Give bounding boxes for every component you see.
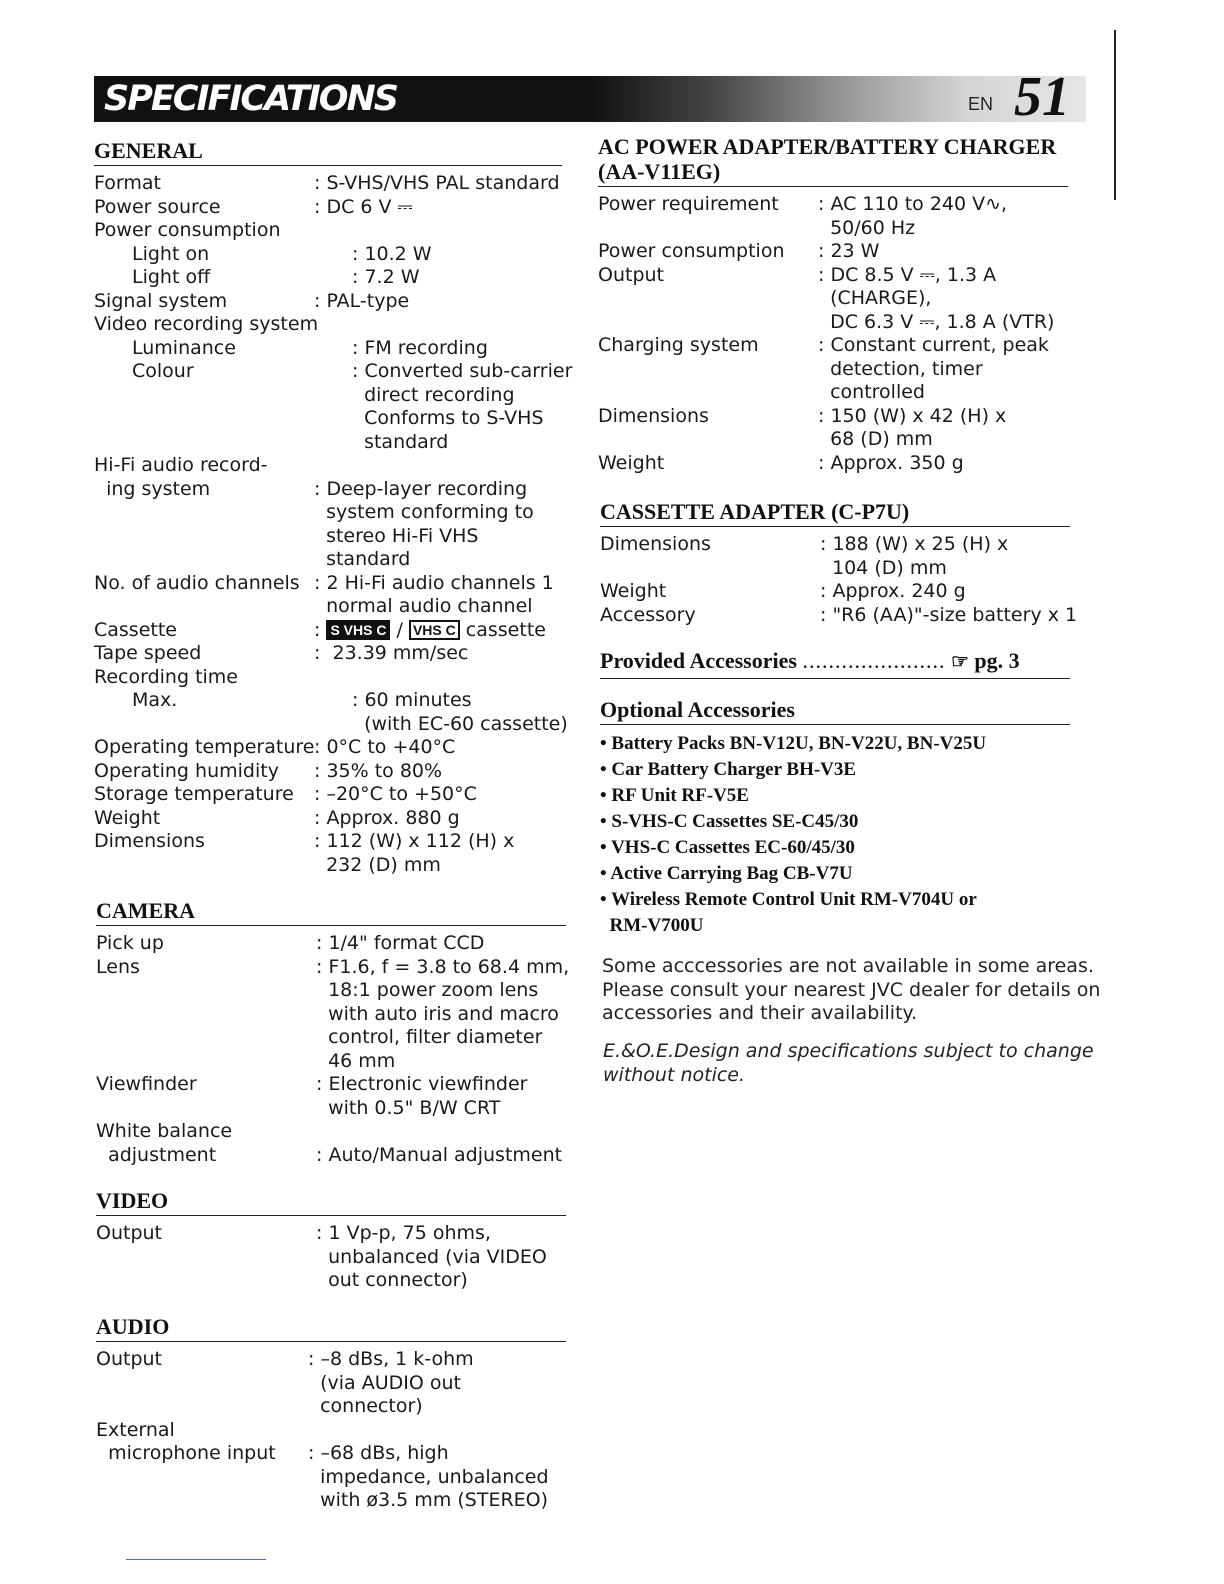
svhs-c-logo-icon: S VHS C [326,620,390,640]
spec-row [94,642,562,666]
spec-value: : –68 dBs, high impedance, unbalanced with ø3.5 mm (STEREO) [308,1442,549,1511]
spec-label: Power consumption [598,240,785,262]
accessory-text: Battery Packs BN-V12U, BN-V22U, BN-V25U [611,733,987,754]
spec-label: External microphone input [96,1418,276,1464]
section-title-cassette-adapter: CASSETTE ADAPTER (C-P7U) [600,499,1070,527]
accessory-text: VHS-C Cassettes EC-60/45/30 [611,837,855,858]
general-section [94,138,573,877]
spec-row [598,193,1068,240]
section-title-ac-adapter [598,134,1068,187]
spec-row [94,172,562,196]
spec-row [94,736,562,760]
leader-dots: ...................... [802,648,946,673]
accessory-item [600,783,1070,809]
accessory-text: Active Carrying Bag CB-V7U [610,863,853,884]
spec-label: Light on [132,242,210,265]
spec-value: : Converted sub-carrier direct recording Conforms to S-VHS standard [352,360,573,453]
pointing-hand-icon: ☞ [950,651,969,673]
accessory-text: Car Battery Charger BH-V3E [611,759,857,780]
spec-value: : 112 (W) x 112 (H) x 232 (D) mm [314,830,515,876]
spec-value: : 150 (W) x 42 (H) x 68 (D) mm [818,404,1007,450]
spec-label: White balance adjustment [96,1120,233,1166]
spec-label: Pick up [96,932,164,954]
bullet-icon: • [600,759,612,780]
spec-value: : 1 Vp-p, 75 ohms, unbalanced (via VIDEO out connector) [316,1222,547,1291]
spec-value: : –20°C to +50°C [314,783,477,805]
section-title-camera: CAMERA [96,898,566,926]
bullet-icon: • [600,811,612,832]
spec-label: Hi-Fi audio record- ing system [94,454,268,500]
accessory-item [600,861,1070,887]
ac-adapter-title-line1: AC POWER ADAPTER/BATTERY CHARGER [598,134,1057,159]
spec-label: Viewfinder [96,1073,197,1095]
spec-label: Power consumption [94,219,281,241]
spec-label: Operating humidity [94,759,279,782]
spec-row [96,955,570,1074]
spec-value: : 188 (W) x 25 (H) x 104 (D) mm [820,533,1009,579]
bullet-icon: • [600,733,612,754]
spec-row [600,533,1070,580]
spec-label: Signal system [94,289,228,312]
spec-label: Tape speed [94,642,202,664]
spec-row [598,264,1068,335]
spec-row [600,580,1070,604]
spec-label: Format [94,172,161,194]
provided-accessories-line [600,648,1070,679]
section-title-audio: AUDIO [96,1314,566,1342]
page-title: SPECIFICATIONS [104,79,397,119]
section-title-video: VIDEO [96,1188,566,1216]
accessory-item [600,887,1070,939]
section-title-optional: Optional Accessories [600,697,1070,725]
provided-accessories [600,648,1070,679]
ac-adapter-title-line2: (AA-V11EG) [598,159,721,184]
spec-value: : 0°C to +40°C [314,736,456,758]
accessory-text: Wireless Remote Control Unit RM-V704U or RM-V700U [609,889,977,936]
spec-row [94,266,562,290]
spec-value: : S-VHS/VHS PAL standard [314,172,560,194]
spec-value: : Electronic viewfinder with 0.5" B/W CRT [316,1073,528,1119]
spec-row [96,1222,566,1293]
vhs-c-logo-icon: VHS C [409,620,460,640]
spec-row [94,360,573,454]
spec-row [600,603,1078,628]
spec-row [94,243,562,267]
spec-label: Weight [598,451,665,474]
spec-value: : Deep-layer recording system conforming to stereo Hi-Fi VHS standard [314,477,534,570]
spec-row [94,760,562,784]
spec-label: Weight [600,580,667,602]
spec-row [598,405,1068,452]
spec-label: Video recording system [94,313,319,335]
spec-row [94,830,562,877]
spec-row [94,783,562,807]
spec-label: Dimensions [598,404,709,427]
spec-label: Light off [132,266,211,288]
accessory-text: S-VHS-C Cassettes SE-C45/30 [611,811,859,832]
section-title-general: GENERAL [94,138,562,166]
spec-row [94,689,568,736]
spec-row [94,572,562,619]
spec-label: Output [598,263,664,286]
spec-value: : AC 110 to 240 V∿, 50/60 Hz [818,193,1008,239]
ac-adapter-section [598,134,1068,475]
disclaimer-note: E.&O.E.Design and specifications subject to change without notice. [603,1040,1094,1086]
bullet-icon: • [600,837,612,858]
provided-accessories-label: Provided Accessories [600,648,797,673]
spec-value: : FM recording [352,336,488,359]
spec-value: : Approx. 880 g [314,806,460,829]
audio-spec-list [96,1348,566,1513]
spec-value: : Approx. 240 g [820,580,966,602]
spec-value: : 2 Hi-Fi audio channels 1 normal audio channel [314,571,554,617]
spec-row [94,454,562,572]
language-code: EN [968,94,994,114]
spec-value: : 10.2 W [352,242,432,265]
spec-label: Power source [94,195,221,218]
spec-label: Recording time [94,665,238,688]
ac-adapter-spec-list [598,193,1068,475]
accessory-item [600,731,1070,757]
spec-label: Output [96,1348,162,1370]
spec-value: : "R6 (AA)"-size battery x 1 [820,603,1078,626]
spec-row [96,1073,566,1120]
cassette-adapter-section [600,499,1078,627]
margin-rule [1114,30,1116,200]
spec-row [94,807,562,831]
spec-value: : Approx. 350 g [818,451,964,474]
spec-label: Luminance [132,336,236,359]
spec-value: : 23.39 mm/sec [314,642,469,664]
spec-row [94,313,562,337]
camera-spec-list [96,932,570,1167]
cassette-word: cassette [459,618,546,641]
spec-row [94,219,562,243]
spec-row [96,932,566,956]
spec-row [96,1419,566,1513]
availability-note: Some acccessories are not available in some areas. Please consult your nearest JVC dealer for details on accessories and their availability. [602,955,1101,1024]
spec-value: : 35% to 80% [314,759,443,782]
spec-label: Accessory [600,603,696,626]
spec-row [598,452,1068,476]
spec-row [94,619,562,643]
spec-row [94,196,562,220]
spec-label: Power requirement [598,193,779,215]
spec-value: : DC 8.5 V ⎓, 1.3 A (CHARGE), DC 6.3 V ⎓, 1.8 A (VTR) [818,263,1055,333]
spec-label: Max. [132,689,178,711]
video-spec-list [96,1222,566,1293]
spec-label: Weight [94,806,161,829]
spec-value: : PAL-type [314,289,410,312]
bullet-icon: • [600,889,612,910]
audio-section [96,1314,566,1513]
spec-label: Charging system [598,334,759,356]
provided-accessories-ref: pg. 3 [974,648,1020,673]
accessory-item [600,809,1070,835]
spec-row [598,334,1068,405]
spec-label: Lens [96,955,140,978]
spec-value: : 7.2 W [352,266,420,288]
optional-accessories-list [600,731,1070,939]
page-number: 51 [1014,66,1070,128]
spec-label: Output [96,1222,162,1244]
spec-value: : Auto/Manual adjustment [316,1143,563,1166]
spec-value: : 23 W [818,240,880,262]
video-section [96,1188,566,1293]
spec-row [94,337,562,361]
accessory-item [600,835,1070,861]
bullet-icon: • [600,785,612,806]
camera-section [96,898,570,1167]
spec-row [94,666,562,690]
spec-label: Dimensions [94,830,205,852]
spec-row [96,1348,566,1419]
accessory-text: RF Unit RF-V5E [611,785,749,806]
spec-label: Storage temperature [94,783,294,805]
spec-label: Colour [132,360,194,382]
spec-value: : S VHS C / VHS C cassette [314,618,546,641]
spec-row [598,240,1068,264]
spec-row [94,290,562,314]
spec-value: : –8 dBs, 1 k-ohm (via AUDIO out connector) [308,1348,474,1417]
spec-label: Operating temperature [94,736,315,758]
spec-label: No. of audio channels [94,571,300,594]
spec-value: : 60 minutes (with EC-60 cassette) [352,689,568,735]
spec-value: : Constant current, peak detection, timer controlled [818,334,1049,403]
spec-value: : DC 6 V ⎓ [314,195,413,218]
spec-row [96,1120,566,1167]
general-spec-list [94,172,573,877]
spec-value: : F1.6, f = 3.8 to 68.4 mm, 18:1 power zoom lens with auto iris and macro control, filter diameter 46 mm [316,955,570,1072]
bullet-icon: • [600,863,611,884]
accessory-item [600,757,1070,783]
optional-accessories [600,697,1070,939]
spec-label: Cassette [94,618,177,641]
spec-label: Dimensions [600,533,711,555]
cassette-adapter-spec-list [600,533,1078,627]
footer-rule [126,1559,266,1560]
spec-value: : 1/4" format CCD [316,932,485,954]
